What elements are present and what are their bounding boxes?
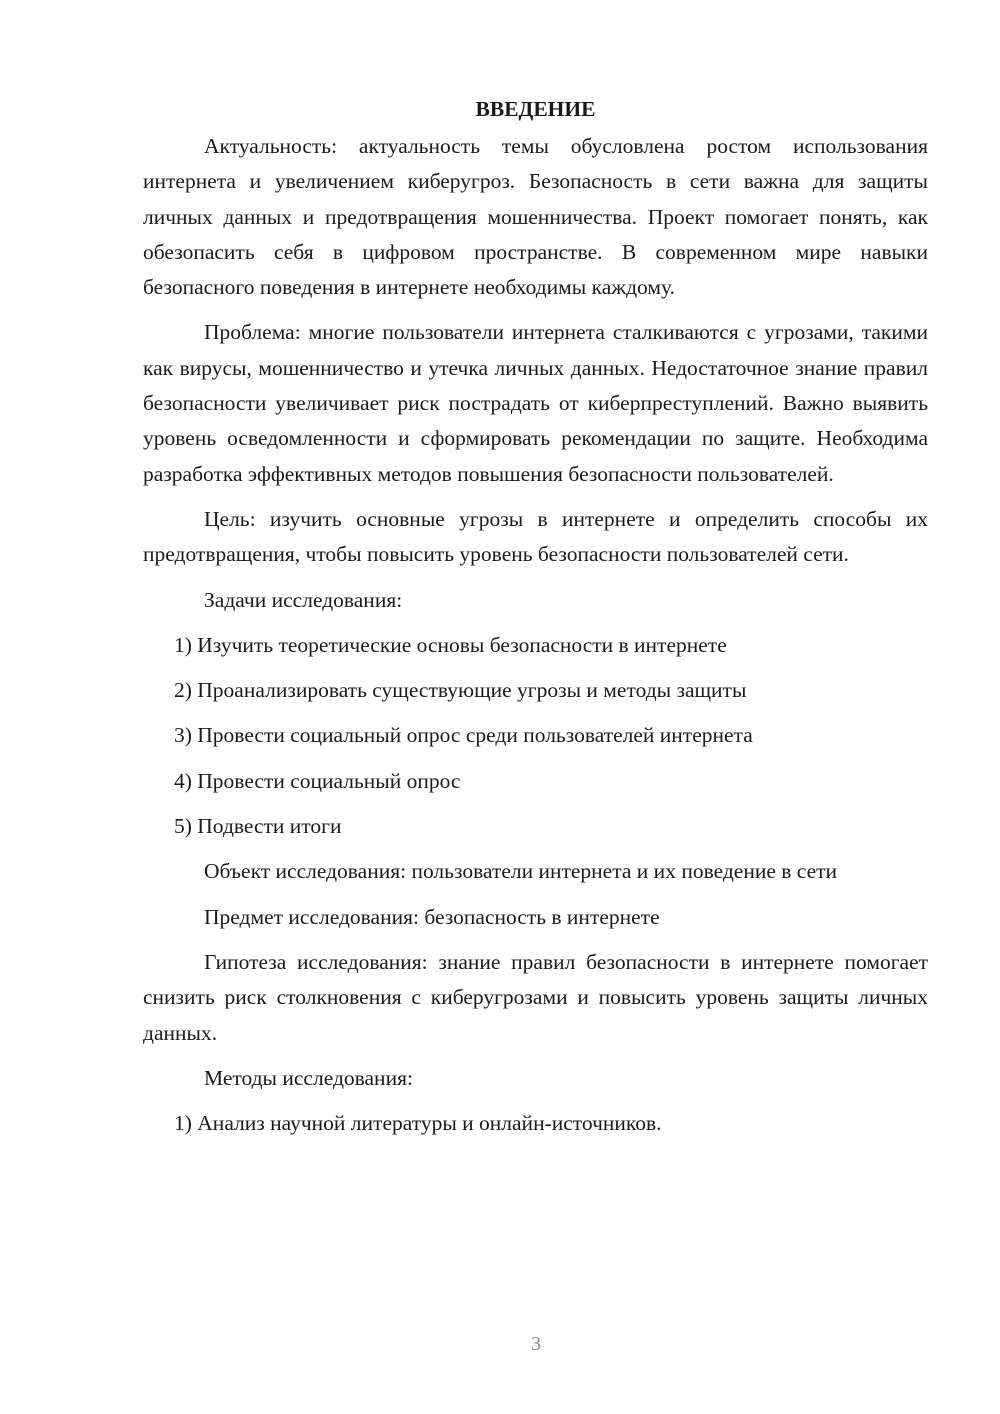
page-number: 3 [531,1333,541,1355]
list-item: 1) Изучить теоретические основы безопасности в интернете [174,632,727,657]
methods-list [143,1106,928,1141]
list-item: 1) Анализ научной литературы и онлайн-источников. [174,1111,662,1136]
tasks-list [143,628,928,844]
methods-label: Методы исследования: [204,1065,413,1090]
relevance-paragraph: Актуальность: актуальность темы обусловлена ростом использования интернета и увеличением киберугроз. Безопасность в сети важна для защиты личных данных и предотвращения мошенничества. Проект помогает понять, как обезопасить себя в цифровом пространстве. В современном мире навыки безопасного поведения в интернете необходимы каждому. [143,134,928,300]
list-item: 3) Провести социальный опрос среди пользователей интернета [174,723,753,748]
list-item: 2) Проанализировать существующие угрозы и методы защиты [174,678,747,703]
tasks-label: Задачи исследования: [204,587,403,612]
list-item: 4) Провести социальный опрос [174,768,461,793]
subject-paragraph: Предмет исследования: безопасность в интернете [204,904,660,929]
hypothesis-paragraph: Гипотеза исследования: знание правил безопасности в интернете помогает снизить риск столкновения с киберугрозами и повысить уровень защиты личных данных. [143,949,928,1045]
document-page [143,92,928,1151]
problem-paragraph: Проблема: многие пользователи интернета сталкиваются с угрозами, такими как вирусы, мошенничество и утечка личных данных. Недостаточное знание правил безопасности увеличивает риск пострадать от киберпреступлений. Важно выявить уровень осведомленности и сформировать рекомендации по защите. Необходима разработка эффективных методов повышения безопасности пользователей. [143,320,928,486]
goal-paragraph: Цель: изучить основные угрозы в интернете и определить способы их предотвращения, чтобы повысить уровень безопасности пользователей сети. [143,506,928,567]
list-item: 5) Подвести итоги [174,814,342,839]
section-heading: ВВЕДЕНИЕ [475,97,596,121]
object-paragraph: Объект исследования: пользователи интернета и их поведение в сети [204,859,838,884]
